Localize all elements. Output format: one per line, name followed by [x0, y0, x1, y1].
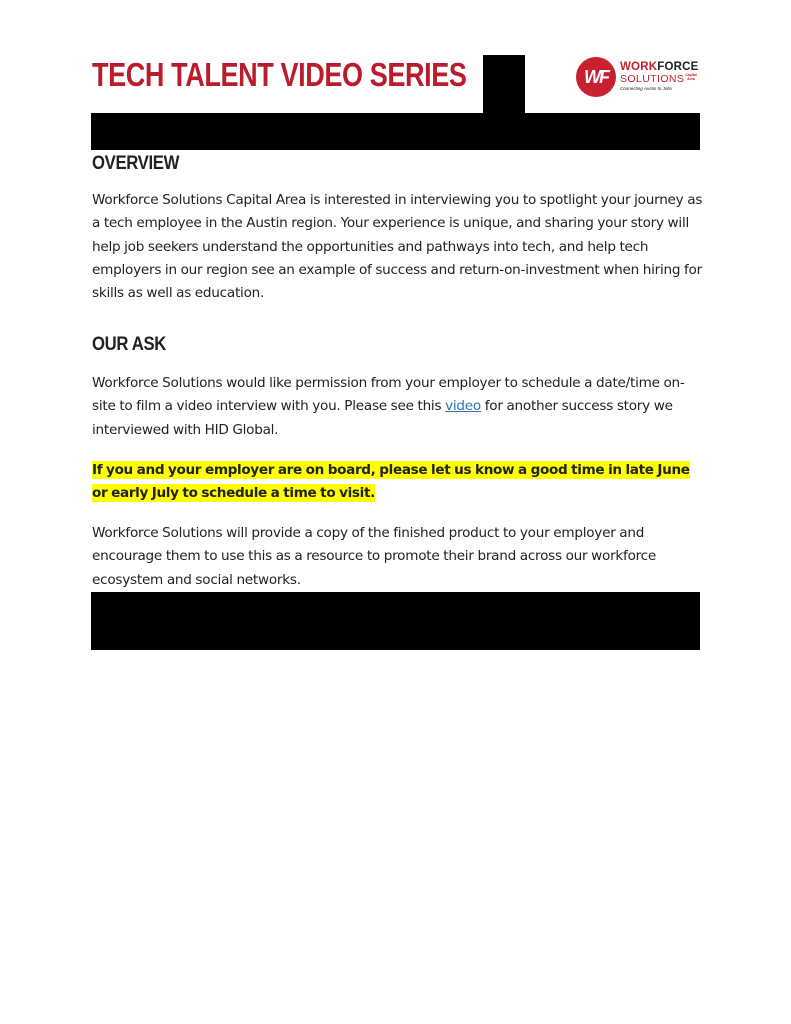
- logo-tagline: Connecting Austin to Jobs: [620, 86, 673, 91]
- highlighted-request-text: If you and your employer are on board, please let us know a good time in late June or early July to schedule a time to visit.: [92, 462, 690, 502]
- page-title: TECH TALENT VIDEO SERIES: [92, 56, 467, 93]
- redaction-block-header: [91, 113, 700, 150]
- logo-work-text: WORK: [620, 61, 658, 73]
- highlighted-request: [92, 459, 704, 506]
- closing-paragraph: Workforce Solutions will provide a copy of the finished product to your employer and encourage them to use this as a resource to promote their brand across our workforce ecosystem and social networks.: [92, 525, 657, 588]
- logo-force-text: FORCE: [657, 61, 699, 73]
- logo-wordmark-line2: SOLUTIONS: [620, 73, 685, 85]
- video-link[interactable]: video: [445, 398, 481, 415]
- our-ask-text-after-link: for another success story we interviewed with HID Global.: [92, 398, 673, 438]
- our-ask-text-before-link: Workforce Solutions would like permission from your employer to schedule a date/time on-site to film a video interview with you. Please see this: [92, 375, 685, 415]
- workforce-solutions-logo: [576, 57, 700, 97]
- our-ask-paragraph: [92, 372, 704, 442]
- logo-mark-icon: [576, 57, 616, 97]
- logo-region-text: Capital Area: [685, 73, 697, 81]
- overview-paragraph: Workforce Solutions Capital Area is interested in interviewing you to spotlight your journey as a tech employee in the Austin region. Your experience is unique, and sharing your story will help job seekers understand the opportunities and pathways into tech, and help tech employers in our region see an example of success and return-on-investment when hiring for skills as well as education.: [92, 192, 703, 302]
- logo-wordmark-line1: [620, 61, 698, 73]
- redaction-block-top-small: [483, 55, 525, 113]
- redaction-block-bottom: [91, 592, 700, 650]
- logo-mark-text: WF: [584, 66, 608, 87]
- overview-heading: OVERVIEW: [92, 153, 180, 174]
- our-ask-heading: OUR ASK: [92, 334, 167, 355]
